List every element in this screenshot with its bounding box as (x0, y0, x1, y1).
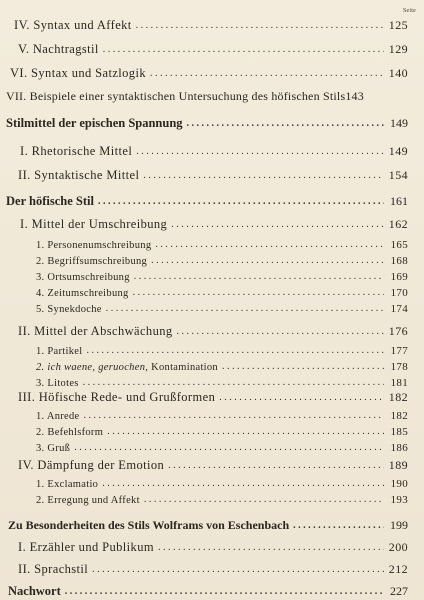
toc-subentry (36, 377, 416, 389)
leader-dots (155, 239, 384, 250)
toc-entry-label: 1. Personenumschreibung (36, 240, 152, 251)
toc-entry-page: 165 (390, 239, 408, 251)
leader-dots (150, 68, 384, 79)
toc-entry (18, 324, 416, 339)
leader-dots (74, 442, 384, 453)
leader-dots (158, 542, 384, 553)
leader-dots (136, 20, 384, 31)
toc-entry-label: 3. Litotes (36, 378, 79, 389)
toc-entry-page: 170 (390, 287, 408, 299)
leader-dots (168, 460, 384, 471)
toc-entry-label: 4. Zeitumschreibung (36, 288, 129, 299)
toc-entry-page: 125 (388, 18, 408, 32)
toc-entry-label: II. Syntaktische Mittel (18, 168, 140, 182)
toc-section-heading (6, 116, 416, 131)
toc-entry-label: 2. Begriffsumschreibung (36, 256, 148, 267)
leader-dots (133, 287, 384, 298)
toc-entry-page: 169 (390, 271, 408, 283)
toc-entry-page: 200 (388, 540, 408, 554)
toc-entry-label: Zu Besonderheiten des Stils Wolframs von Eschenbach (8, 518, 290, 532)
toc-entry-label: I. Rhetorische Mittel (20, 144, 133, 158)
leader-dots (86, 345, 384, 356)
leader-dots (134, 271, 384, 282)
toc-subentry (36, 410, 416, 422)
toc-entry (18, 458, 416, 473)
toc-entry-page: 129 (388, 42, 408, 56)
toc-subentry (36, 239, 416, 251)
toc-entry-page: 161 (390, 194, 408, 208)
leader-dots (107, 426, 384, 437)
toc-section-heading (8, 584, 416, 599)
toc-entry-label: I. Erzähler und Publikum (18, 540, 154, 554)
leader-dots (293, 520, 384, 531)
toc-entry-page: 185 (390, 426, 408, 438)
toc-entry-page: 193 (390, 494, 408, 506)
toc-entry (18, 562, 416, 577)
toc-subentry (36, 442, 416, 454)
leader-dots (219, 392, 384, 403)
toc-subentry (36, 287, 416, 299)
leader-dots (136, 146, 384, 157)
toc-entry-page: 186 (390, 442, 408, 454)
leader-dots (83, 377, 384, 388)
toc-entry-label: 1. Anrede (36, 411, 80, 422)
toc-entry-label: I. Mittel der Umschreibung (20, 217, 168, 231)
toc-entry-page: 140 (388, 66, 408, 80)
toc-entry-page: 181 (390, 377, 408, 389)
toc-entry-label: 5. Synekdoche (36, 304, 102, 315)
leader-dots (98, 196, 384, 207)
page-column-header: Seite (403, 8, 416, 14)
toc-entry-label: 2. Befehlsform (36, 427, 104, 438)
toc-entry-label: IV. Syntax und Affekt (14, 18, 132, 32)
toc-entry-label: IV. Dämpfung der Emotion (18, 458, 165, 472)
toc-entry-label: III. Höfische Rede- und Grußformen (18, 390, 216, 404)
leader-dots (102, 478, 384, 489)
toc-entry-page: 182 (390, 410, 408, 422)
toc-entry-label: 1. Exclamatio (36, 479, 99, 490)
toc-entry-page: 149 (388, 144, 408, 158)
toc-entry-page: 182 (388, 390, 408, 404)
toc-entry-page: 162 (388, 217, 408, 231)
leader-dots (106, 303, 384, 314)
toc-entry-label (36, 362, 218, 373)
toc-entry (18, 42, 416, 57)
toc-entry-label: Nachwort (8, 584, 61, 598)
label-rest: Kontamination (148, 362, 218, 373)
toc-entry-page: 143 (345, 89, 364, 103)
leader-dots (222, 361, 384, 372)
leader-dots (187, 118, 384, 129)
toc-entry-label: VII. Beispiele einer syntaktischen Untersuchung des höfischen Stils (6, 89, 346, 103)
toc-entry-label: II. Mittel der Abschwächung (18, 324, 173, 338)
toc-entry-page: 168 (390, 255, 408, 267)
toc-entry (20, 144, 416, 159)
toc-subentry (36, 345, 416, 357)
toc-entry-label: Der höfische Stil (6, 194, 94, 208)
toc-section-heading (6, 194, 416, 209)
toc-entry-page: 189 (388, 458, 408, 472)
toc-entry-page: 190 (390, 478, 408, 490)
toc-subentry (36, 271, 416, 283)
toc-subentry (36, 303, 416, 315)
leader-dots (65, 586, 384, 597)
toc-entry (18, 390, 416, 405)
toc-entry-page: 178 (390, 361, 408, 373)
leader-dots (151, 255, 384, 266)
toc-entry-page: 174 (390, 303, 408, 315)
toc-entry (18, 540, 416, 555)
leader-dots (92, 564, 384, 575)
toc-entry (10, 66, 416, 81)
leader-dots (84, 410, 384, 421)
toc-entry-label: 3. Ortsumschreibung (36, 272, 130, 283)
toc-entry-page: 149 (390, 116, 408, 130)
toc-entry (14, 18, 416, 33)
toc-entry-label: 3. Gruß (36, 443, 71, 454)
toc-entry-label: 1. Partikel (36, 346, 83, 357)
toc-entry-page: 176 (388, 324, 408, 338)
leader-dots (177, 326, 384, 337)
toc-entry-label: V. Nachtragstil (18, 42, 99, 56)
toc-entry-page: 154 (388, 168, 408, 182)
toc-entry (20, 217, 416, 232)
toc-subentry (36, 426, 416, 438)
toc-subentry (36, 361, 416, 373)
toc-entry-page: 177 (390, 345, 408, 357)
leader-dots (143, 170, 384, 181)
toc-entry-label: II. Sprachstil (18, 562, 89, 576)
leader-dots (171, 219, 384, 230)
toc-entry-page: 199 (390, 518, 408, 532)
toc-entry-page: 227 (390, 584, 408, 598)
toc-entry (6, 89, 422, 104)
toc-entry-label: Stilmittel der epischen Spannung (6, 116, 183, 130)
toc-section-heading (8, 518, 416, 533)
toc-entry-label: VI. Syntax und Satzlogik (10, 66, 146, 80)
leader-dots (144, 494, 384, 505)
toc-subentry (36, 478, 416, 490)
toc-subentry (36, 255, 416, 267)
italic-terms: 2. ich waene, geruochen, (36, 362, 149, 373)
toc-entry (18, 168, 416, 183)
toc-entry-page: 212 (388, 562, 408, 576)
toc-subentry (36, 494, 416, 506)
toc-entry-label: 2. Erregung und Affekt (36, 495, 140, 506)
leader-dots (103, 44, 384, 55)
